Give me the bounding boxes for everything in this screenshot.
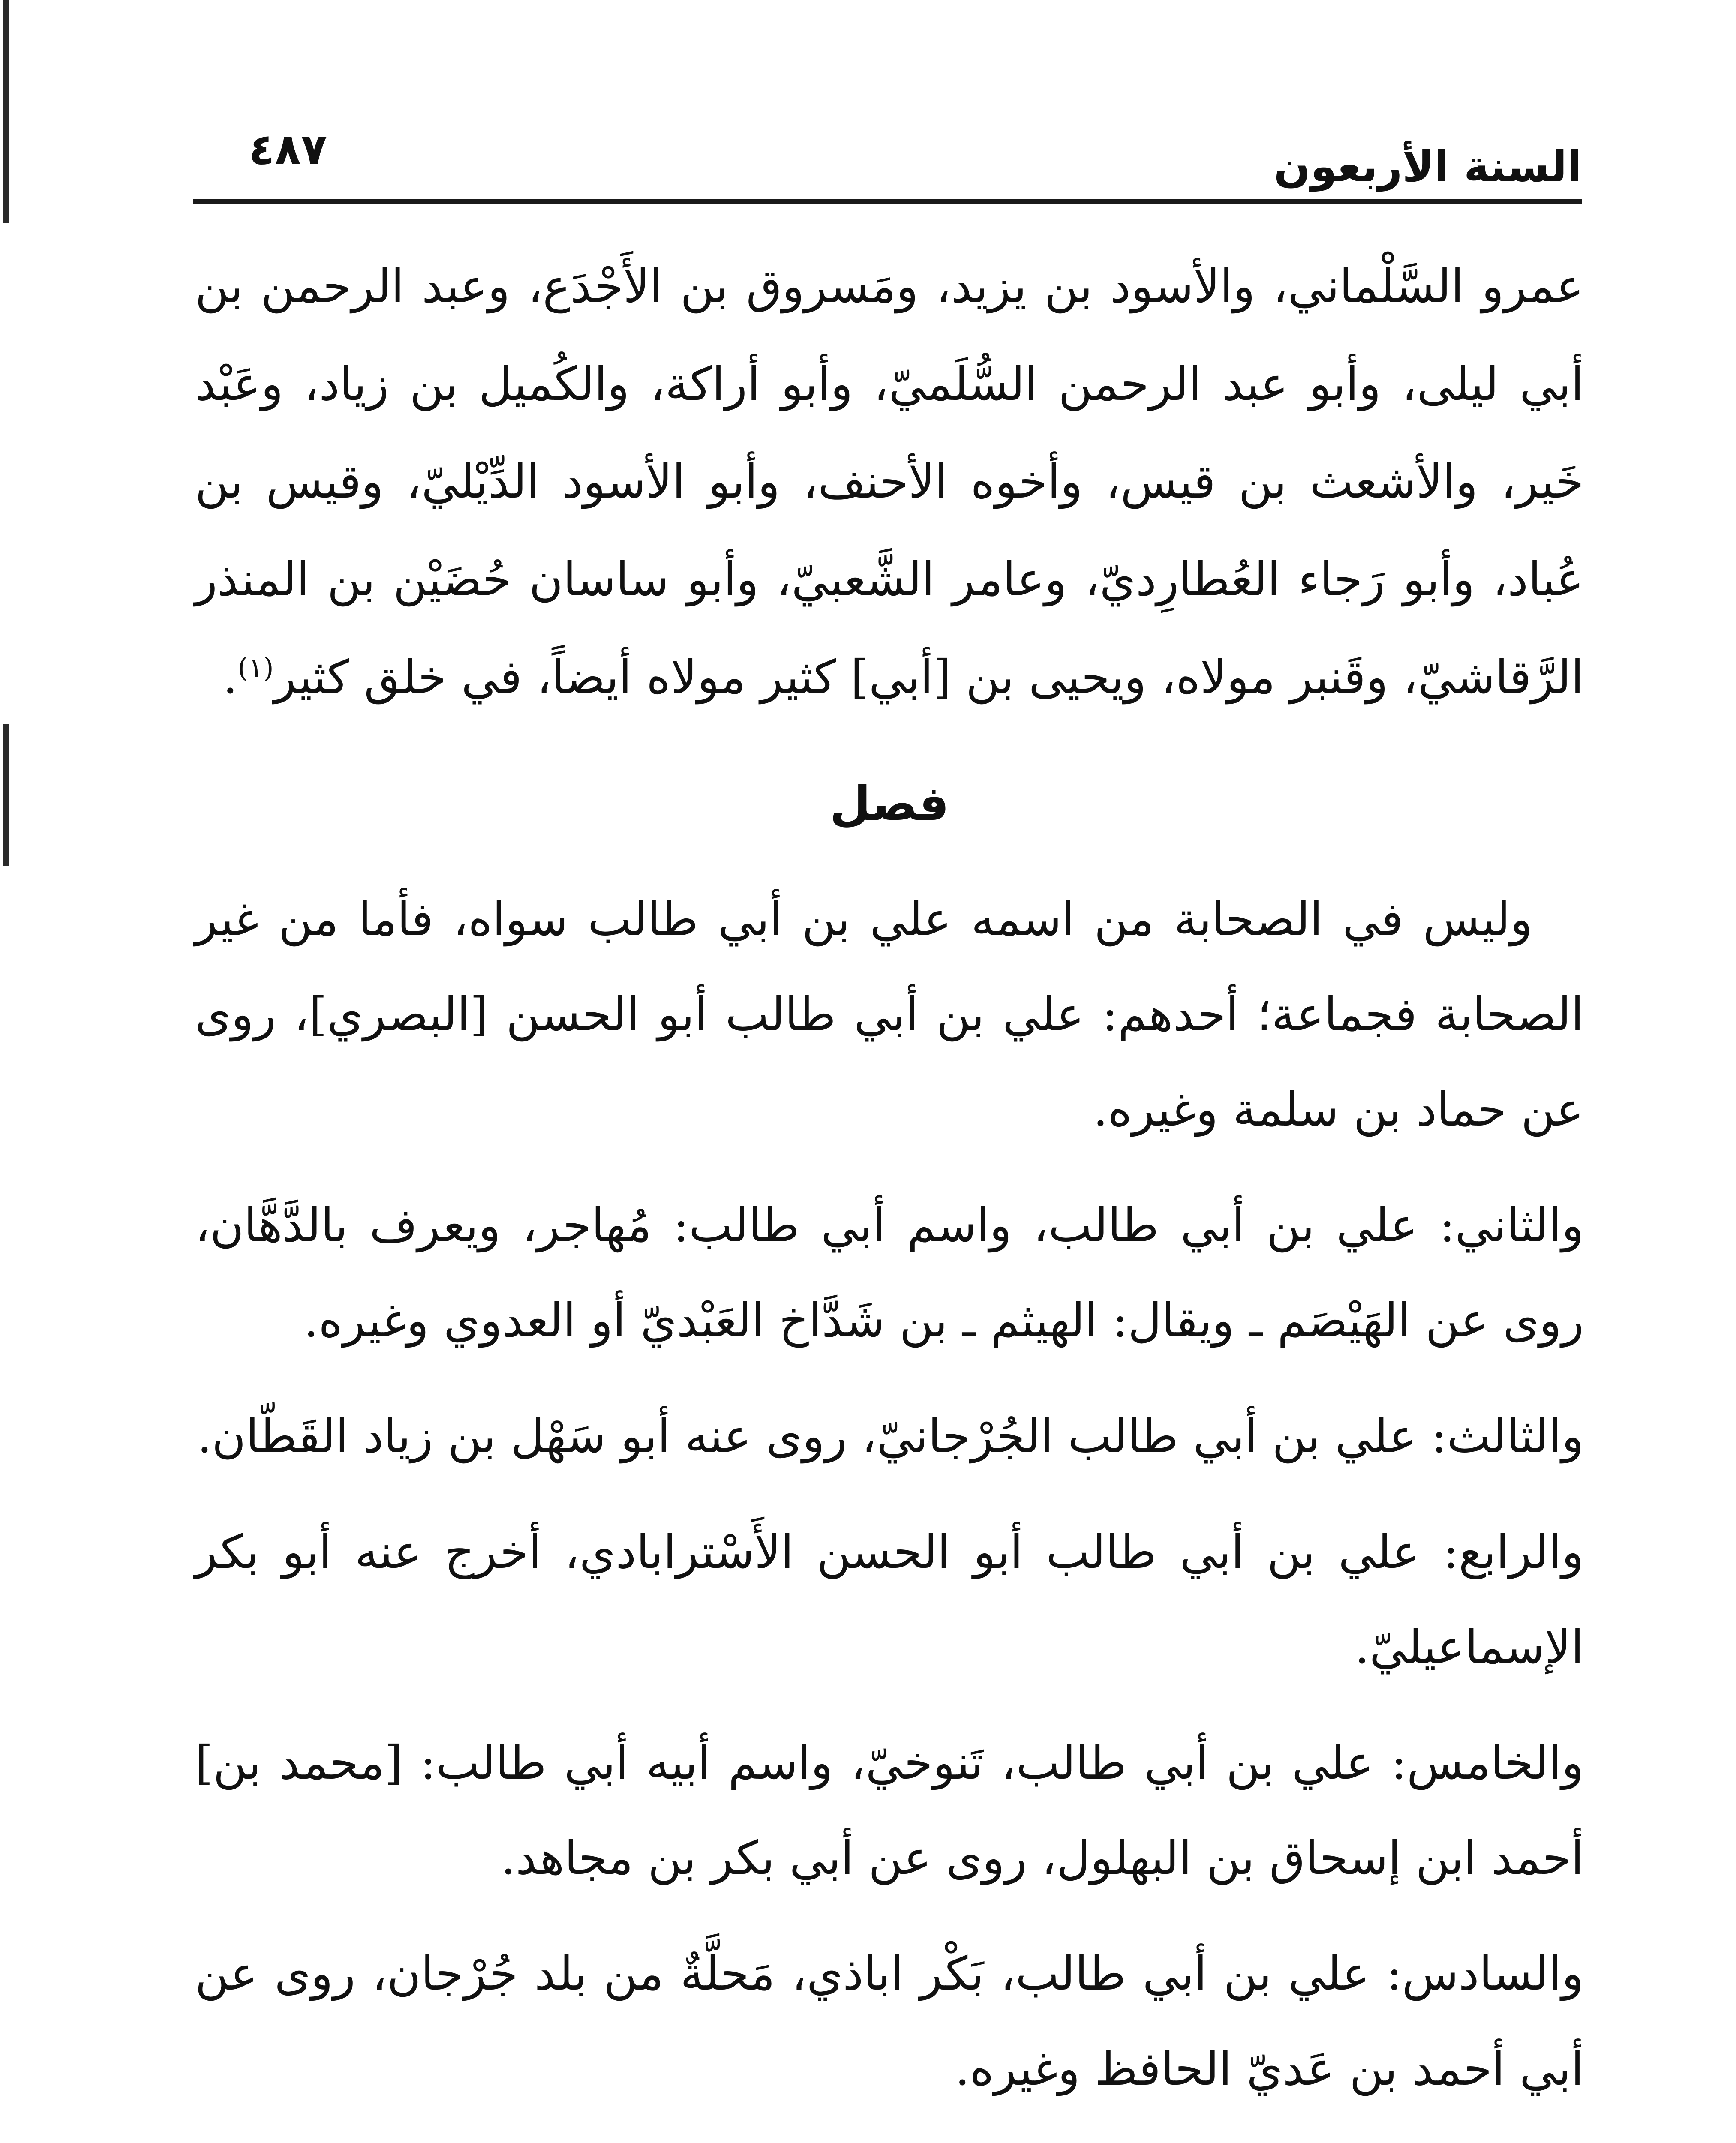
paragraph-sixth: والسادس: علي بن أبي طالب، بَكْر اباذي، مَحلَّةٌ من بلد جُرْجان، روى عن أبي أحمد بن عَديّ الحافظ وغيره.	[195, 1947, 1584, 2096]
page-body	[195, 238, 1584, 2143]
footnote-marker: (١)	[237, 652, 274, 684]
page-edge-mark-middle	[3, 724, 9, 866]
paragraph-third: والثالث: علي بن أبي طالب الجُرْجانيّ، روى عنه أبو سَهْل بن زياد القَطّان.	[197, 1410, 1584, 1463]
paragraph-second: والثاني: علي بن أبي طالب، واسم أبي طالب: مُهاجر، ويعرف بالدَّهَّان، روى عن الهَيْصَم ـ ويقال: الهيثم ـ بن شَدَّاخ العَبْديّ أو العدوي وغيره.	[195, 1199, 1584, 1348]
paragraph-seventh	[195, 2137, 1584, 2143]
page-number: ٤٨٧	[249, 124, 327, 174]
opening-end: .	[223, 651, 238, 704]
section-heading: فصل	[829, 776, 949, 831]
paragraph-intro: وليس في الصحابة من اسمه علي بن أبي طالب سواه، فأما من غير الصحابة فجماعة؛ أحدهم: علي بن أبي طالب أبو الحسن [البصري]، روى عن حماد بن سلمة وغيره.	[195, 893, 1584, 1137]
opening-paragraph	[195, 238, 1584, 726]
opening-text: عمرو السَّلْماني، والأسود بن يزيد، ومَسروق بن الأَجْدَع، وعبد الرحمن بن أبي ليلى، وأبو عبد الرحمن السُّلَميّ، وأبو أراكة، والكُميل بن زياد، وعَبْد خَير، والأشعث بن قيس، وأخوه الأحنف، وأبو الأسود الدِّيْليّ، وقيس بن عُباد، وأبو رَجاء العُطارِديّ، وعامر الشَّعبيّ، وأبو ساسان حُضَيْن بن المنذر الرَّقاشيّ، وقَنبر مولاه، ويحيى بن [أبي] كثير مولاه أيضاً، في خلق كثير	[195, 260, 1584, 704]
page-header	[193, 107, 1582, 204]
running-title: السنة الأربعون	[1273, 141, 1582, 192]
paragraph-fourth: والرابع: علي بن أبي طالب أبو الحسن الأَسْترابادي، أخرج عنه أبو بكر الإسماعيليّ.	[195, 1525, 1584, 1674]
page-edge-mark-top	[3, 0, 9, 223]
paragraph-fifth: والخامس: علي بن أبي طالب، تَنوخيّ، واسم أبيه أبي طالب: [محمد بن] أحمد ابن إسحاق بن البهلول، روى عن أبي بكر بن مجاهد.	[195, 1736, 1584, 1885]
